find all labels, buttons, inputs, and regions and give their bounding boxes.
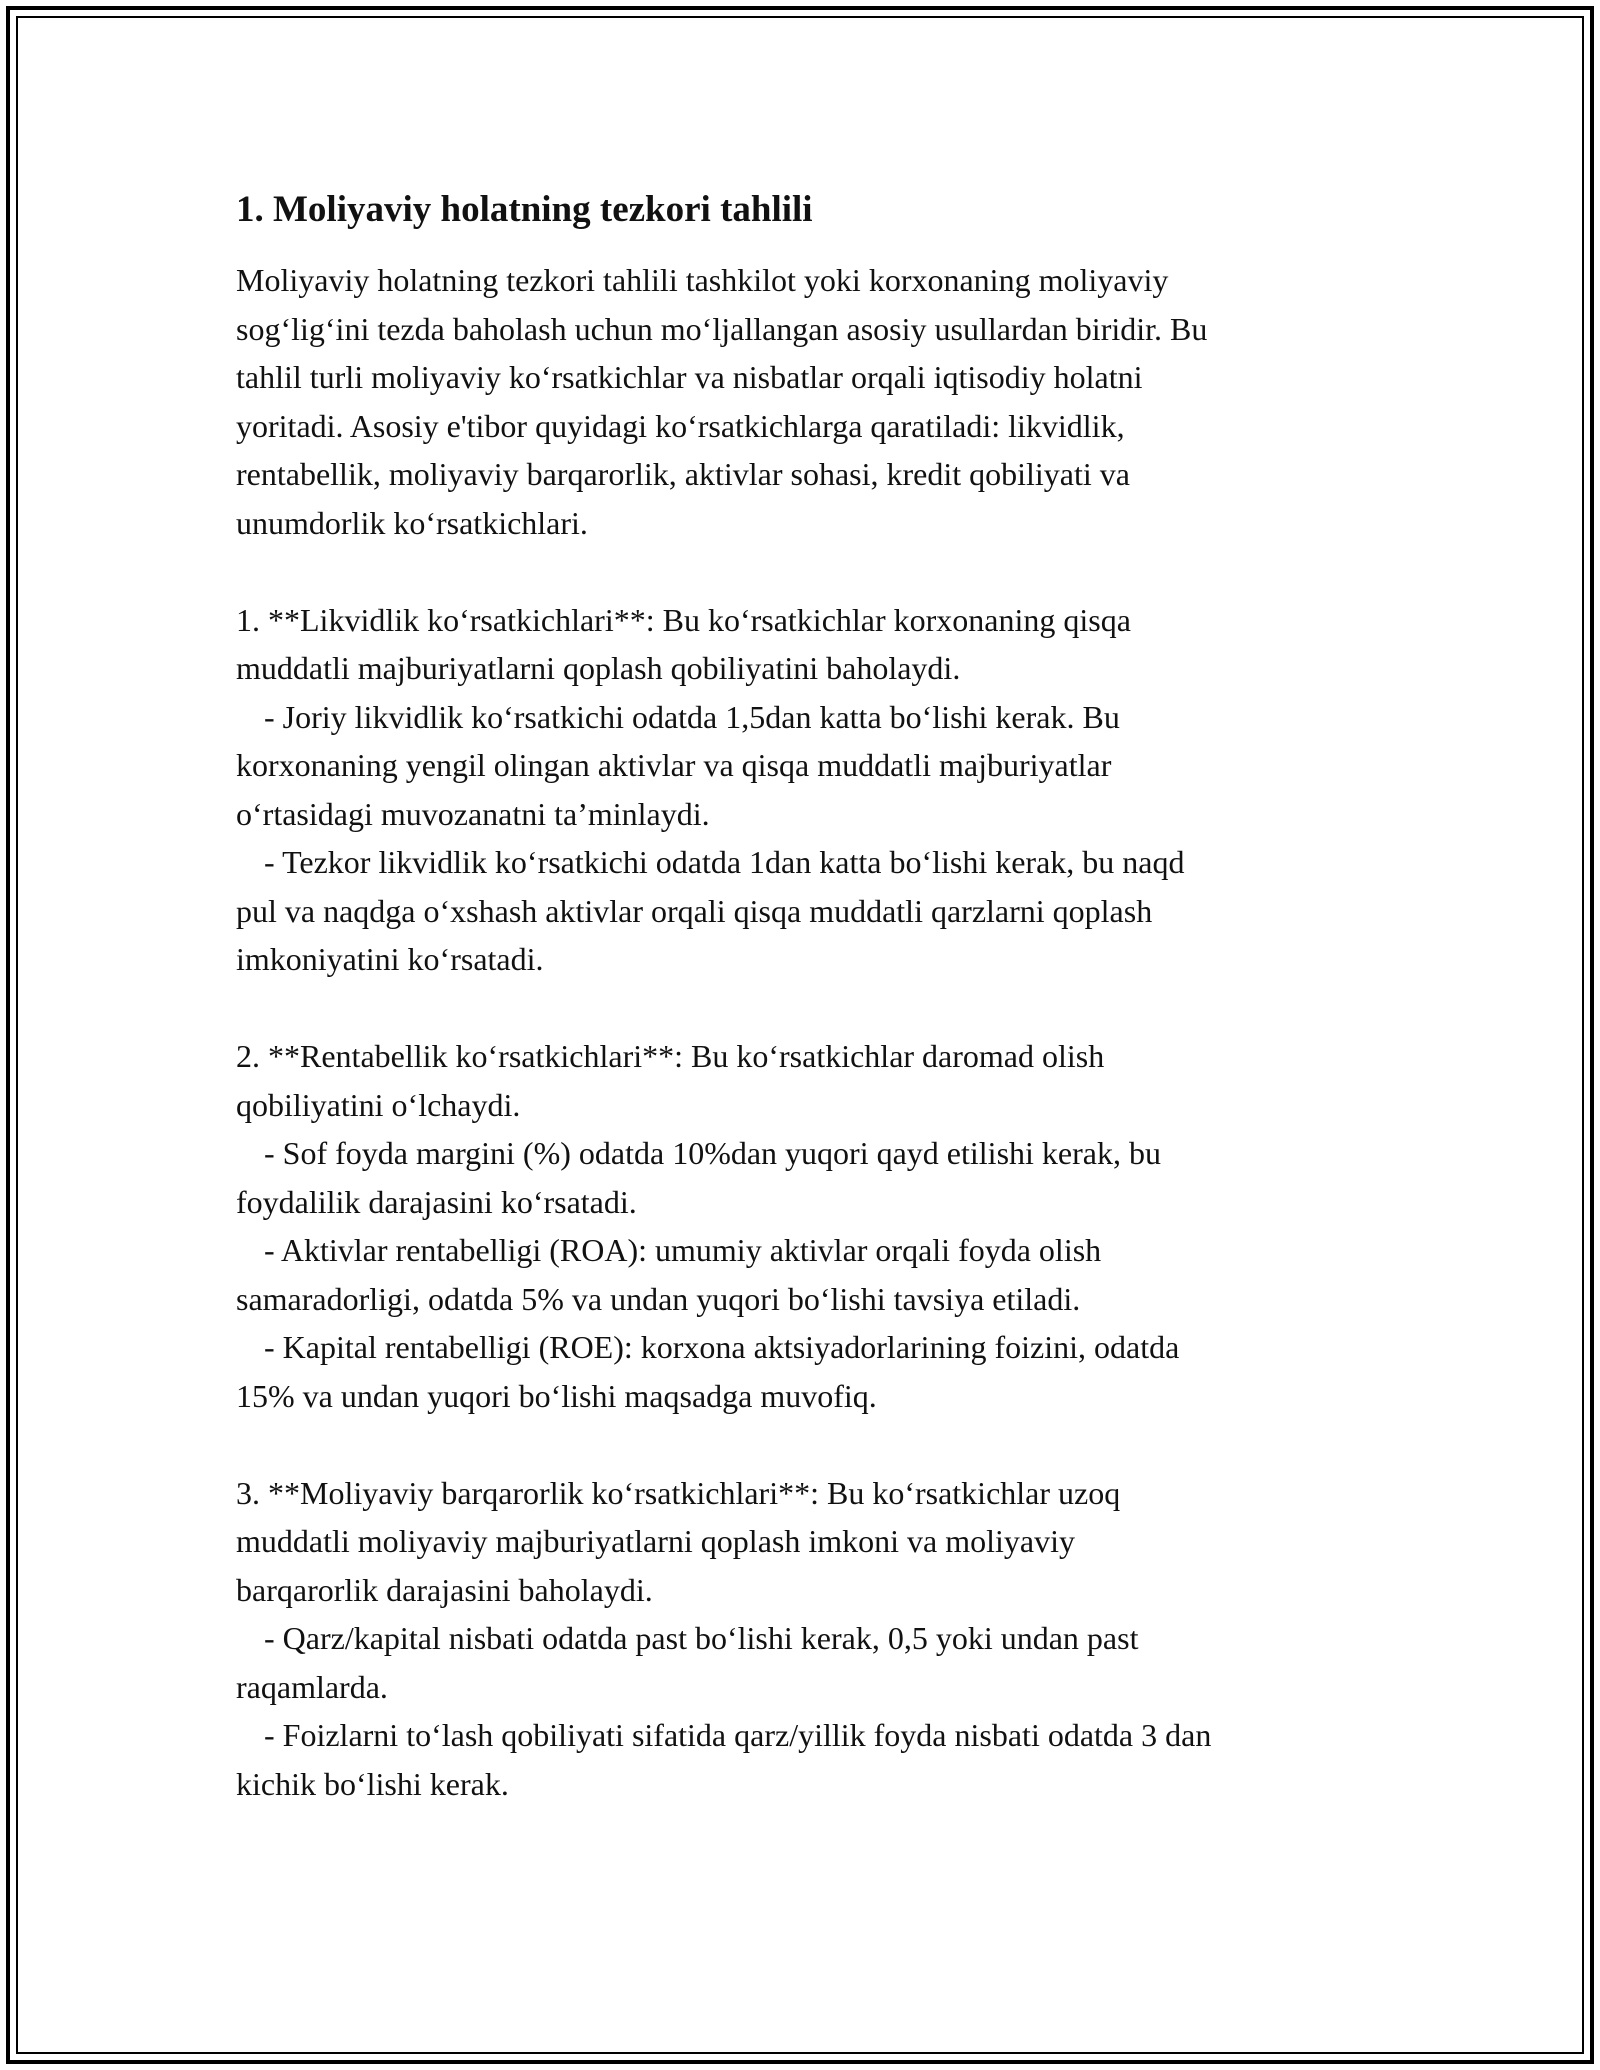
- bullet-continuation: [236, 1178, 1366, 1227]
- intro-line: unumdorlik ko‘rsatkichlari.: [236, 504, 588, 541]
- section-heading-line: muddatli majburiyatlarni qoplash qobiliyatini baholaydi.: [236, 650, 961, 686]
- section-heading: [236, 1469, 1366, 1615]
- bullet-continuation: [236, 741, 1366, 838]
- section-heading: [236, 596, 1366, 693]
- section-heading-line: qobiliyatini o‘lchaydi.: [236, 1086, 521, 1123]
- bullet-item: [236, 1614, 1366, 1663]
- bullet-item: [236, 1711, 1366, 1760]
- document-title: 1. Moliyaviy holatning tezkori tahlili: [236, 189, 813, 230]
- bullet-line: - Kapital rentabelligi (ROE): korxona aktsiyadorlarining foizini, odatda: [264, 1329, 1180, 1365]
- intro-paragraph: [236, 256, 1366, 547]
- bullet-line: samaradorligi, odatda 5% va undan yuqori bo‘lishi tavsiya etiladi.: [236, 1280, 1081, 1317]
- section-heading: [236, 1032, 1366, 1129]
- intro-line: rentabellik, moliyaviy barqarorlik, aktivlar sohasi, kredit qobiliyati va: [236, 456, 1130, 492]
- bullet-item: [236, 1129, 1366, 1178]
- bullet-line: - Tezkor likvidlik ko‘rsatkichi odatda 1dan katta bo‘lishi kerak, bu naqd: [264, 844, 1185, 880]
- bullet-line: - Sof foyda margini (%) odatda 10%dan yuqori qayd etilishi kerak, bu: [264, 1135, 1161, 1171]
- paragraph-gap: [236, 984, 1366, 1033]
- section-heading-line: 1. **Likvidlik ko‘rsatkichlari**: Bu ko‘rsatkichlar korxonaning qisqa: [236, 601, 1131, 638]
- bullet-line: - Foizlarni to‘lash qobiliyati sifatida qarz/yillik foyda nisbati odatda 3 dan: [264, 1717, 1212, 1753]
- intro-line: tahlil turli moliyaviy ko‘rsatkichlar va nisbatlar orqali iqtisodiy holatni: [236, 359, 1143, 395]
- intro-line: yoritadi. Asosiy e'tibor quyidagi ko‘rsatkichlarga qaratiladi: likvidlik,: [236, 407, 1125, 444]
- bullet-continuation: [236, 887, 1366, 984]
- bullet-item: [236, 1226, 1366, 1275]
- section-profitability: [236, 1032, 1366, 1420]
- bullet-item: [236, 838, 1366, 887]
- bullet-continuation: [236, 1372, 1366, 1421]
- intro-line: sog‘lig‘ini tezda baholash uchun mo‘ljallangan asosiy usullardan biridir. Bu: [236, 310, 1208, 347]
- bullet-line: 15% va undan yuqori bo‘lishi maqsadga muvofiq.: [236, 1377, 877, 1414]
- bullet-item: [236, 693, 1366, 742]
- section-heading-line: muddatli moliyaviy majburiyatlarni qoplash imkoni va moliyaviy: [236, 1523, 1075, 1559]
- section-liquidity: [236, 596, 1366, 984]
- bullet-line: korxonaning yengil olingan aktivlar va qisqa muddatli majburiyatlar: [236, 747, 1112, 783]
- bullet-line: pul va naqdga o‘xshash aktivlar orqali qisqa muddatli qarzlarni qoplash: [236, 892, 1153, 929]
- bullet-line: - Aktivlar rentabelligi (ROA): umumiy aktivlar orqali foyda olish: [264, 1232, 1102, 1268]
- section-heading-line: barqarorlik darajasini baholaydi.: [236, 1571, 653, 1608]
- bullet-line: - Joriy likvidlik ko‘rsatkichi odatda 1,5dan katta bo‘lishi kerak. Bu: [264, 698, 1120, 735]
- bullet-line: imkoniyatini ko‘rsatadi.: [236, 941, 544, 977]
- section-stability: [236, 1469, 1366, 1809]
- bullet-line: foydalilik darajasini ko‘rsatadi.: [236, 1183, 637, 1220]
- section-heading-line: 2. **Rentabellik ko‘rsatkichlari**: Bu ko‘rsatkichlar daromad olish: [236, 1038, 1105, 1074]
- bullet-line: - Qarz/kapital nisbati odatda past bo‘lishi kerak, 0,5 yoki undan past: [264, 1620, 1139, 1656]
- bullet-continuation: [236, 1663, 1366, 1712]
- paragraph-gap: [236, 1420, 1366, 1469]
- paragraph-gap: [236, 547, 1366, 596]
- bullet-continuation: [236, 1275, 1366, 1324]
- bullet-line: kichik bo‘lishi kerak.: [236, 1765, 509, 1802]
- bullet-continuation: [236, 1760, 1366, 1809]
- bullet-line: raqamlarda.: [236, 1668, 388, 1705]
- section-heading-line: 3. **Moliyaviy barqarorlik ko‘rsatkichlari**: Bu ko‘rsatkichlar uzoq: [236, 1474, 1121, 1511]
- bullet-item: [236, 1323, 1366, 1372]
- document-body: [236, 186, 1366, 1808]
- bullet-line: o‘rtasidagi muvozanatni ta’minlaydi.: [236, 795, 710, 832]
- intro-line: Moliyaviy holatning tezkori tahlili tashkilot yoki korxonaning moliyaviy: [236, 262, 1169, 298]
